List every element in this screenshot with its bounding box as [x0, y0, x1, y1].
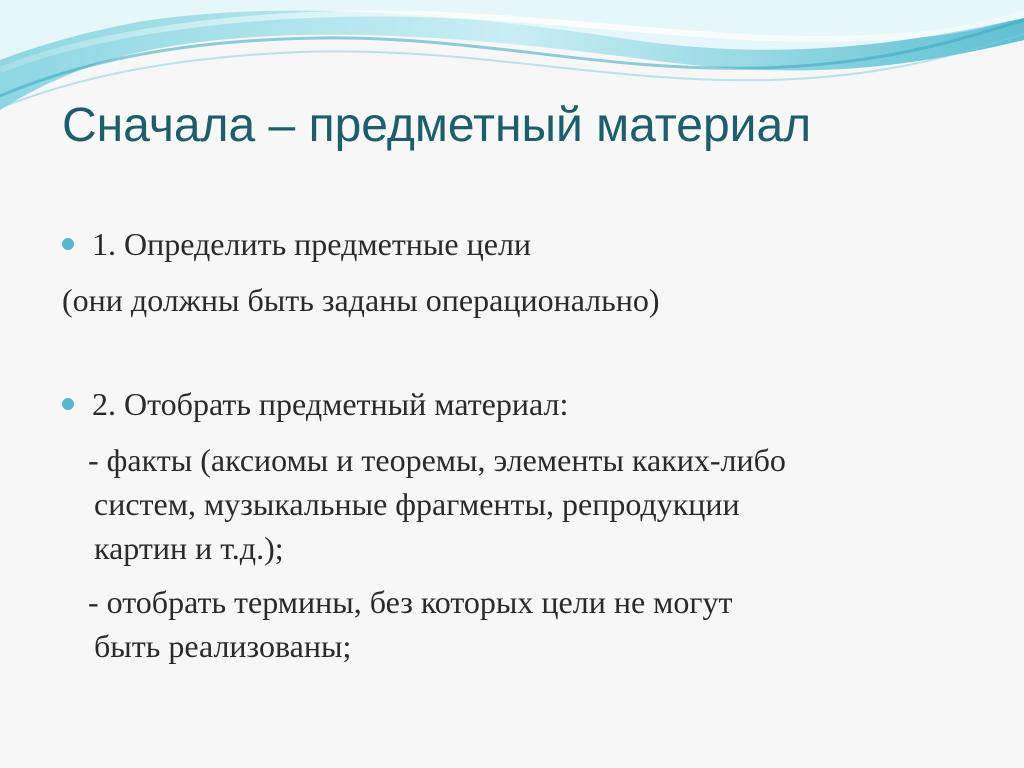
bullet-2-line-1: 2. Отобрать предметный материал: [92, 386, 569, 422]
bullet-2-sub-1-line-2: систем, музыкальные фрагменты, репродукции [94, 486, 740, 522]
bullet-1-line-2: (они должны быть заданы операционально) [62, 282, 660, 318]
bullet-2-sub-2-line-1: - отобрать термины, без которых цели не могут [88, 584, 733, 620]
bullet-2-sub-2-line-2: быть реализованы; [94, 628, 352, 664]
bullet-1-marker [62, 238, 74, 250]
bullet-2-sub-1-line-3: картин и т.д.); [94, 530, 284, 566]
slide-title: Сначала – предметный материал [62, 99, 812, 152]
bullet-2-marker [62, 398, 74, 410]
bullet-2-sub-1-line-1: - факты (аксиомы и теоремы, элементы каких-либо [88, 442, 786, 478]
bullet-1-line-1: 1. Определить предметные цели [92, 226, 532, 262]
